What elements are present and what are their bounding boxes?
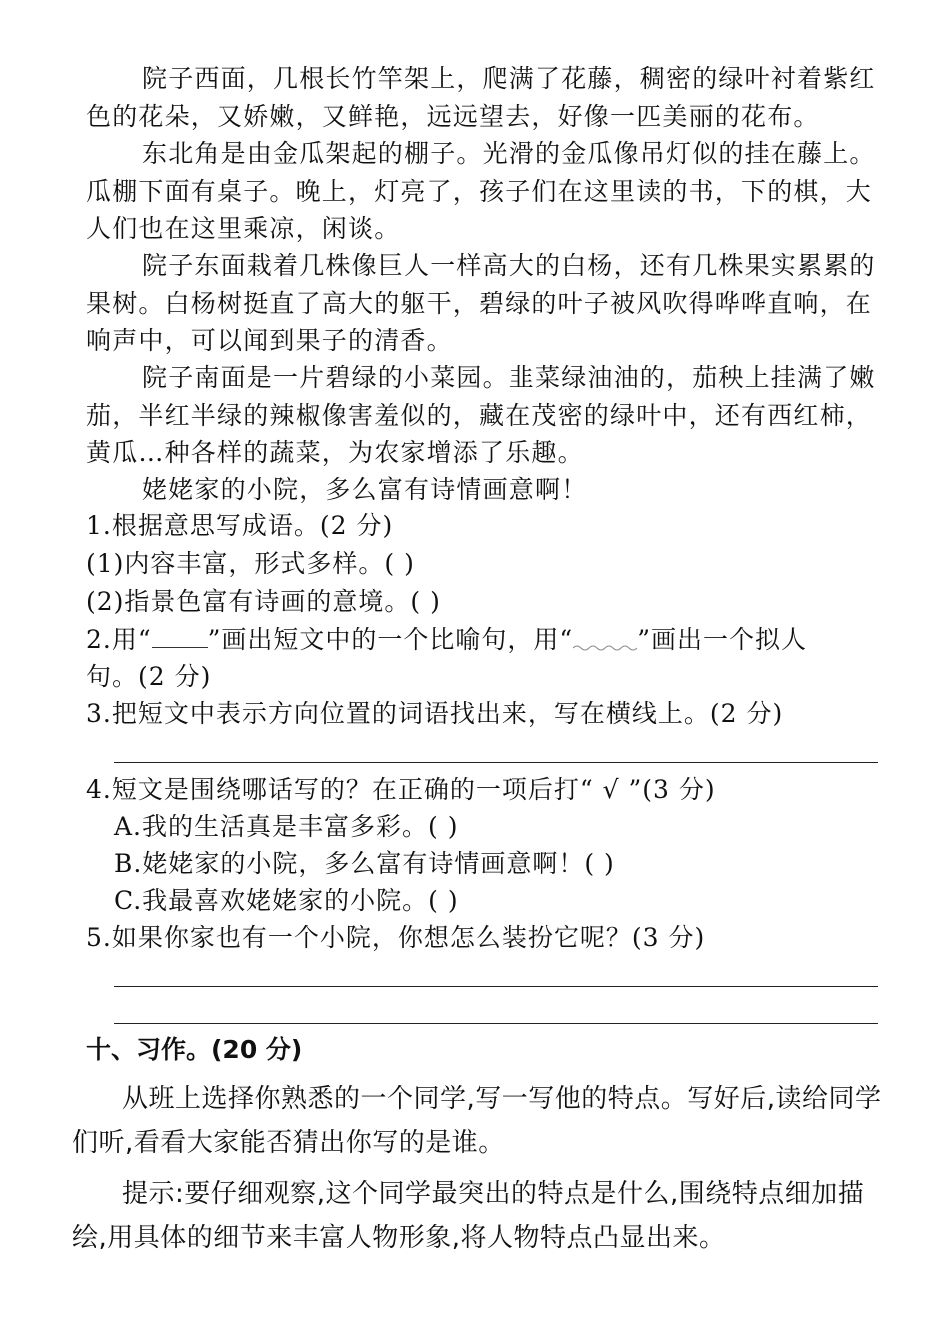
- passage-text-3: 院子东面栽着几株像巨人一样高大的白杨，还有几株果实累累的果树。白杨树挺直了高大的躯干，碧绿的叶子被风吹得哗哗直响，在响声中，可以闻到果子的清香。: [86, 251, 876, 355]
- passage-paragraph-3: [86, 247, 886, 360]
- question-4: 4.短文是围绕哪话写的？在正确的一项后打“ √ ”(3 分): [86, 775, 716, 804]
- question-1-item-2: (2)指景色富有诗画的意境。( ): [86, 587, 441, 616]
- writing-prompt: [72, 1077, 884, 1165]
- passage-text-5: 姥姥家的小院，多么富有诗情画意啊！: [142, 475, 588, 504]
- section-heading-writing: 十、习作。(20 分): [86, 1035, 303, 1064]
- question-2-text-c: ”画出一个拟人: [637, 625, 808, 654]
- question-4-option-b: B.姥姥家的小院，多么富有诗情画意啊！( ): [114, 849, 615, 878]
- passage-paragraph-2: [86, 135, 886, 248]
- passage-paragraph-1: [86, 60, 886, 135]
- passage-text-1: 院子西面，几根长竹竿架上，爬满了花藤，稠密的绿叶衬着紫红色的花朵，又娇嫩，又鲜艳，远远望去，好像一匹美丽的花布。: [86, 64, 876, 131]
- answer-line-q3[interactable]: [114, 762, 878, 763]
- answer-line-q5-2[interactable]: [114, 1023, 878, 1024]
- question-4-option-a: A.我的生活真是丰富多彩。( ): [114, 812, 459, 841]
- straight-underline-sample: [152, 625, 208, 648]
- question-5: 5.如果你家也有一个小院，你想怎么装扮它呢？(3 分): [86, 923, 706, 952]
- passage-paragraph-5: [86, 471, 886, 509]
- question-3: 3.把短文中表示方向位置的词语找出来，写在横线上。(2 分): [86, 699, 784, 728]
- wavy-underline-sample: [573, 626, 637, 648]
- question-2-line-2: 句。(2 分): [86, 662, 212, 691]
- question-1-item-1: (1)内容丰富，形式多样。( ): [86, 549, 415, 578]
- passage-paragraph-4: [86, 359, 886, 472]
- answer-line-q5-1[interactable]: [114, 986, 878, 987]
- question-2-text-a: 2.用“: [86, 625, 152, 654]
- question-2-line-1: [86, 621, 807, 658]
- writing-hint: [72, 1172, 884, 1260]
- passage-text-2: 东北角是由金瓜架起的棚子。光滑的金瓜像吊灯似的挂在藤上。瓜棚下面有桌子。晚上，灯亮了，孩子们在这里读的书，下的棋，大人们也在这里乘凉，闲谈。: [86, 139, 876, 243]
- question-4-option-c: C.我最喜欢姥姥家的小院。( ): [114, 886, 459, 915]
- question-1: 1.根据意思写成语。(2 分): [86, 511, 394, 540]
- writing-prompt-text: 从班上选择你熟悉的一个同学,写一写他的特点。写好后,读给同学们听,看看大家能否猜出你写的是谁。: [72, 1084, 882, 1158]
- passage-text-4: 院子南面是一片碧绿的小菜园。韭菜绿油油的，茄秧上挂满了嫩茄，半红半绿的辣椒像害羞似的，藏在茂密的绿叶中，还有西红柿，黄瓜…种各样的蔬菜，为农家增添了乐趣。: [86, 363, 876, 467]
- writing-hint-text: 提示:要仔细观察,这个同学最突出的特点是什么,围绕特点细加描绘,用具体的细节来丰富人物形象,将人物特点凸显出来。: [72, 1179, 865, 1253]
- question-2-text-b: ”画出短文中的一个比喻句，用“: [207, 625, 574, 654]
